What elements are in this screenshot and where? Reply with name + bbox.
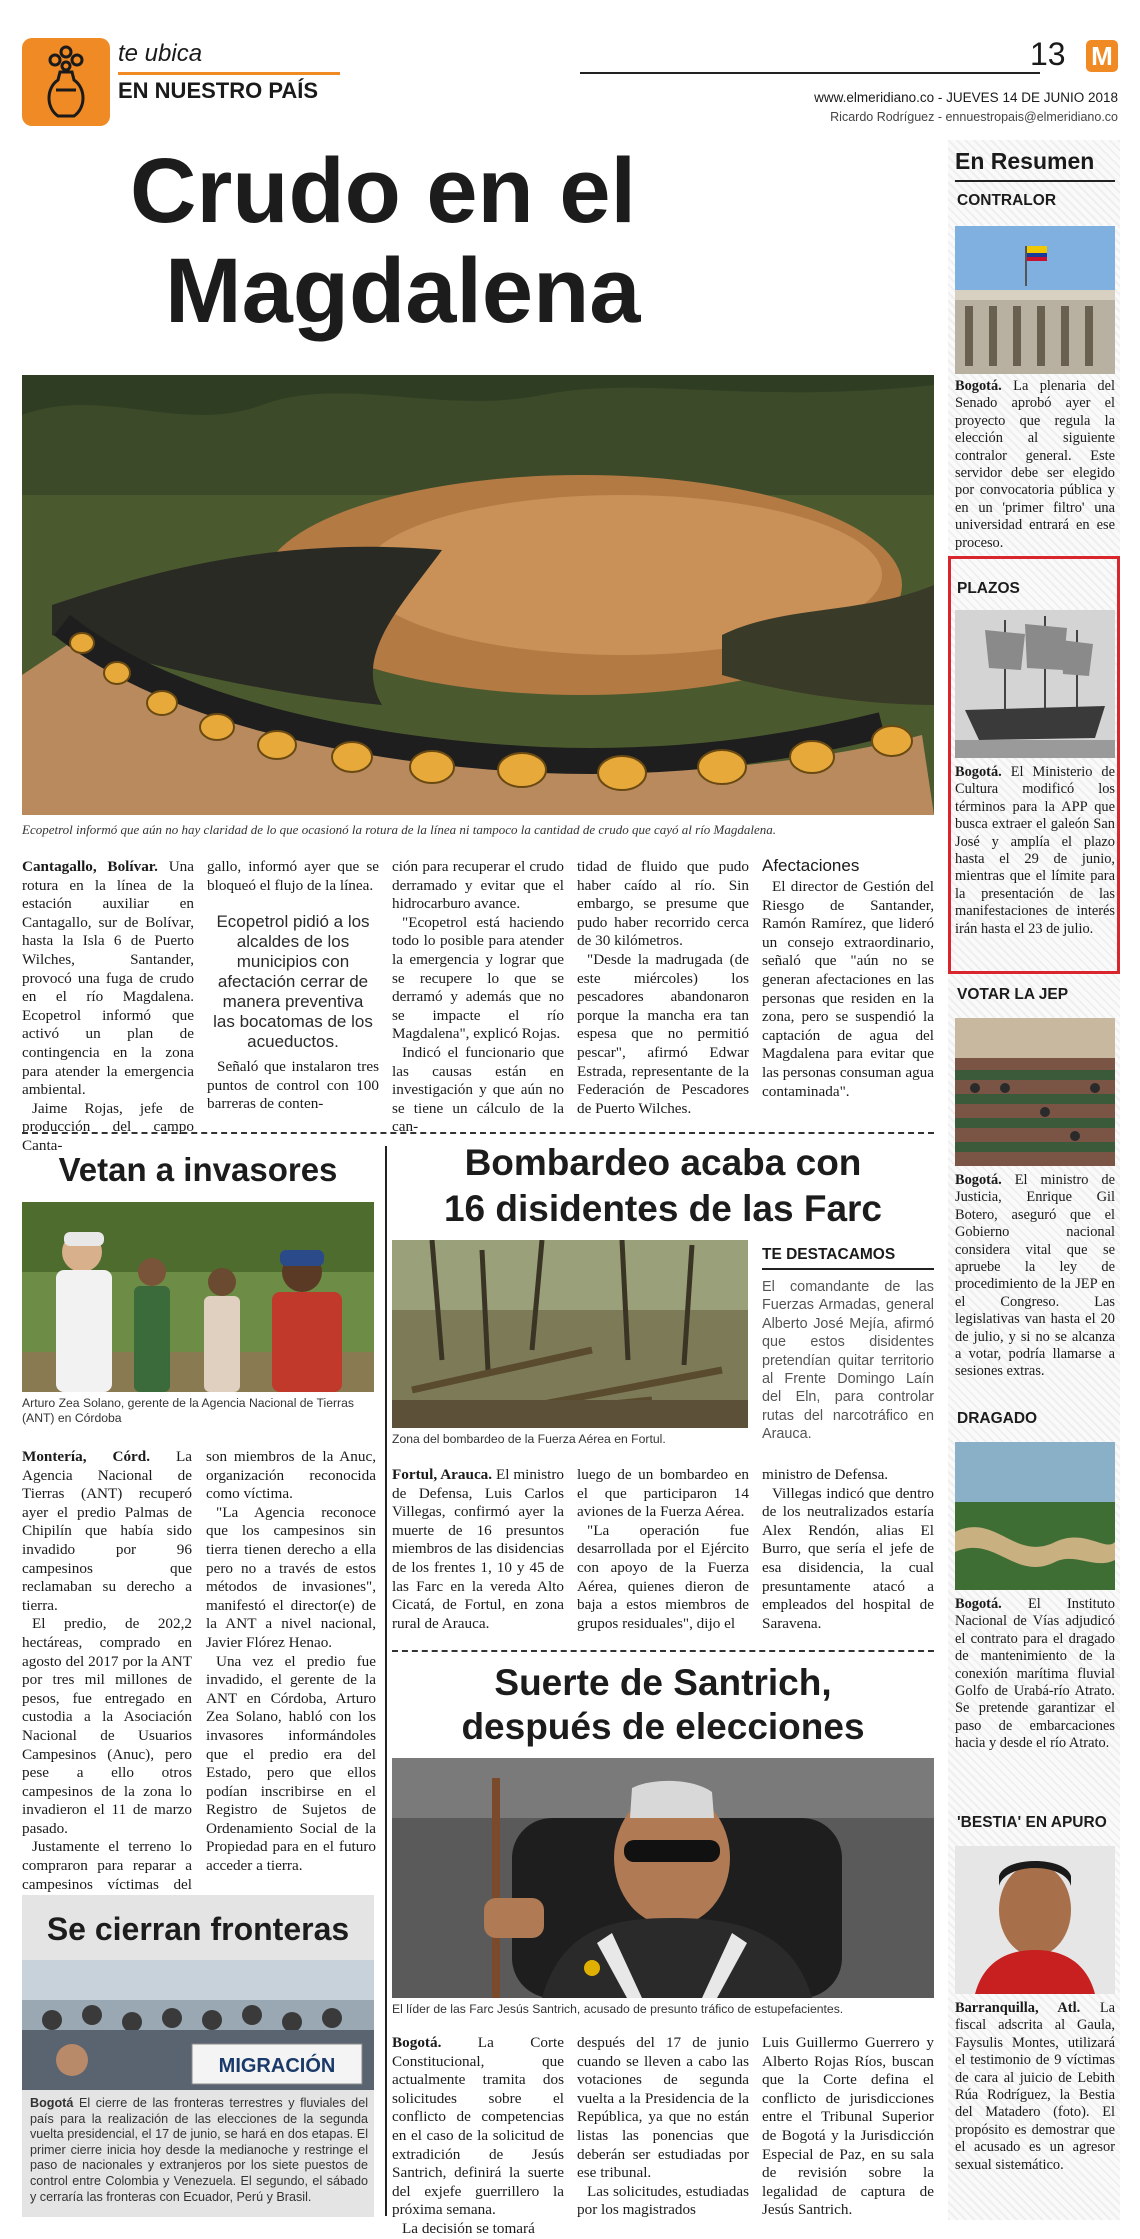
migracion-sign: MIGRACIÓN <box>218 2055 336 2077</box>
suspect-photo <box>955 1846 1115 1994</box>
paragraph-text: El ministro de Defensa, Luis Carlos Villegas, confirmó ayer la muerte de 16 presuntos miembros de las disidencias de los frentes 1, 10 y 45 de las Farc en la vereda Alto Cicatá, de Fortul, en zona rural de Arauca. <box>392 1466 564 1632</box>
santrich-headline-1: Suerte de Santrich, <box>494 1662 832 1703</box>
author-email: Ricardo Rodríguez - ennuestropais@elmeridiano.co <box>830 110 1118 124</box>
paragraph-text: El Instituto Nacional de Vías adjudicó el contrato para el dragado de mantenimiento de la conexión marítima fluvial Golfo de Urabá-río Atrato. Se pretende garantizar el paso de embarcaciones hacia y desde el río Atrato. <box>955 1596 1115 1752</box>
paragraph: Jaime Rojas, jefe de producción del campo Canta- <box>22 1099 194 1154</box>
paragraph: después del 17 de junio cuando se lleven a cabo las votaciones de segunda vuelta a la Presidencia de la República, ya que no están listas las ponencias que deberán ser estudiadas por ese tribunal. <box>577 2034 749 2182</box>
dateline: Cantagallo, Bolívar. <box>22 858 158 875</box>
main-photo-caption: Ecopetrol informó que aún no hay claridad de lo que ocasionó la rotura de la línea ni tampoco la cantidad de crudo que cayó al río Magdalena. <box>22 822 777 837</box>
sidebar-title-rule <box>955 180 1115 182</box>
sidebar-heading-plazos: PLAZOS <box>957 580 1020 597</box>
paragraph-text: El cierre de las fronteras terrestres y fluviales del país para la realización de las elecciones de la segunda vuelta presidencial, el 17 de junio, se hará en dos etapas. El primer cierre inicia hoy desde la medianoche y restringe el paso de nacionales y extranjeros por los siete puestos de control entre Colombia y Venezuela. El segundo, el sábado y cerraría las fronteras con Ecuador, Perú y Brasil. <box>30 2096 368 2204</box>
main-col-5 <box>762 878 934 1101</box>
paragraph: Una vez el predio fue invadido, el gerente de la ANT en Córdoba, Arturo Zea Solano, habló con los invasores informándoles que el predio era del Estado, pero que ellos podían inscribirse en el Registro de Sujetos de Ordenamiento Social de la Propiedad para en el futuro acceder a tierra. <box>206 1652 376 1875</box>
paragraph-text: La fiscal adscrita al Gaula, Faysulis Montes, utilizará el testimonio de 9 víctimas de cara al juicio de Lebith Rúa Rodríguez, la Bestia del Matadero (foto). El propósito es demostrar que el acusado es un agresor sexual sistemático. <box>955 2000 1115 2173</box>
fronteras-photo <box>22 1960 374 2090</box>
farc-col-2 <box>577 1466 749 1633</box>
paragraph-text: El Ministerio de Cultura modificó los términos para la APP que busca extraer el galeón San José y amplía el plazo hasta el 29 de junio, mientras que el límite para la presentación de las manifestaciones de interés irán hasta el 23 de julio. <box>955 764 1115 937</box>
bombing-caption: Zona del bombardeo de la Fuerza Aérea en Fortul. <box>392 1432 666 1446</box>
sidebar-heading-contralor: CONTRALOR <box>957 192 1057 209</box>
invasores-col-2 <box>206 1448 376 1876</box>
paragraph: gallo, informó ayer que se bloqueó el flujo de la línea. <box>207 858 379 894</box>
te-destacamos-title: TE DESTACAMOS <box>762 1246 896 1263</box>
sidebar-heading-dragado: DRAGADO <box>957 1410 1038 1427</box>
dateline: Montería, Córd. <box>22 1448 151 1465</box>
paragraph: Justamente el terreno lo compraron para reparar a campesinos víctimas del <box>22 1838 192 1893</box>
paragraph: ministro de Defensa. <box>762 1466 889 1483</box>
sidebar-heading-jep: VOTAR LA JEP <box>957 986 1069 1003</box>
kicker-rule <box>118 72 340 75</box>
sidebar-heading-bestia: 'BESTIA' EN APURO <box>957 1814 1107 1831</box>
destacamos-rule <box>762 1268 934 1270</box>
santrich-caption: El líder de las Farc Jesús Santrich, acusado de presunto tráfico de estupefacientes. <box>392 2002 844 2016</box>
main-col-1 <box>22 858 194 1156</box>
invasores-photo <box>22 1202 374 1392</box>
main-col-2 <box>207 858 379 895</box>
section-divider <box>392 1650 934 1652</box>
dateline: Barranquilla, Atl. <box>955 2000 1081 2016</box>
paragraph: Indicó el funcionario que las causas están en investigación y que aún no se tiene un cálculo de la can- <box>392 1043 564 1136</box>
invasores-headline: Vetan a invasores <box>58 1151 338 1188</box>
congress-photo <box>955 1018 1115 1166</box>
header-rule <box>580 72 1040 74</box>
brand-letter: M <box>1091 41 1113 71</box>
santrich-col-2 <box>577 2034 749 2220</box>
paragraph: La decisión se tomará <box>402 2219 535 2237</box>
brand-logo <box>1086 40 1118 72</box>
paragraph: El predio, de 202,2 hectáreas, comprado en agosto del 2017 por la ANT por tres mil millones de pesos, fue entregado en custodia a la Asociación Nacional de Usuarios Campesinos (Anuc), pero pese a ello otros campesinos de la zona lo invadieron el 11 de marzo pasado. <box>22 1615 192 1837</box>
bombing-photo <box>392 1240 748 1428</box>
contralor-photo <box>955 226 1115 374</box>
fronteras-text <box>30 2096 368 2205</box>
sidebar-text-dragado <box>955 1596 1115 1753</box>
invasores-col-1 <box>22 1448 192 1913</box>
paragraph: "La operación fue desarrollada por el Ejército con apoyo de la Fuerza Aérea, quienes dieron de baja a estos miembros de grupos residuales", dijo el <box>577 1521 749 1632</box>
invasores-caption: Arturo Zea Solano, gerente de la Agencia Nacional de Tierras (ANT) en Córdoba <box>22 1396 354 1425</box>
main-headline-1: Crudo en el <box>130 140 637 242</box>
paragraph: Señaló que instalaron tres puntos de control con 100 barreras de conten- <box>207 1058 379 1113</box>
river-photo <box>955 1442 1115 1590</box>
fronteras-headline: Se cierran fronteras <box>46 1911 350 1947</box>
dateline: Bogotá. <box>955 764 1002 780</box>
paragraph: ción para recuperar el crudo derramado y evitar que el hidrocarburo avance. <box>392 858 564 913</box>
sidebar-text-plazos <box>955 764 1115 938</box>
site-date: www.elmeridiano.co - JUEVES 14 DE JUNIO 2018 <box>814 90 1118 105</box>
paragraph: "Desde la madrugada (de este miércoles) los pescadores abandonaron porque la mancha era tan espesa que no permitió pescar", afirmó Edwar Estrada, representante de la Federación de Pescadores de Puerto Wilches. <box>577 950 749 1117</box>
column-divider <box>385 1146 387 2216</box>
farc-col-3 <box>762 1466 934 1633</box>
paragraph-text: La Agencia Nacional de Tierras (ANT) recuperó ayer el predio Palmas de Chipilín que había sido invadido por 96 campesinos que reclamaban su derecho a tierra. <box>22 1448 192 1614</box>
dateline: Fortul, Arauca. <box>392 1466 493 1483</box>
dateline: Bogotá. <box>955 1172 1002 1188</box>
dateline: Bogotá. <box>955 1596 1002 1612</box>
dateline: Bogotá. <box>392 2034 442 2051</box>
pull-quote: Ecopetrol pidió a los alcaldes de los municipios con afectación cerrar de manera preventiva las bocatomas de los acueductos. <box>213 912 373 1051</box>
subhead-afectaciones: Afectaciones <box>762 856 860 875</box>
te-destacamos-text: El comandante de las Fuerzas Armadas, general Alberto José Mejía, afirmó que estos disidentes pretendían quitar territorio al Frente Domingo Laín del Eln, para controlar rutas del narcotráfico en Arauca. <box>762 1279 934 1443</box>
paragraph-text: El ministro de Justicia, Enrique Gil Botero, aseguró que el Gobierno nacional considera vital que se apruebe la ley de procedimiento de la JEP en el Congreso. Las legislativas van hasta el 20 de julio, y si no se alcanza a votar, podría llamarse a sesiones extras. <box>955 1172 1115 1380</box>
main-col-2b <box>207 1058 379 1114</box>
dateline: Bogotá <box>30 2096 74 2110</box>
main-col-4 <box>577 858 749 1118</box>
dateline: Bogotá. <box>955 378 1002 394</box>
paragraph: Las solicitudes, estudiadas por los magistrados <box>577 2182 749 2219</box>
paragraph: son miembros de la Anuc, organización reconocida como víctima. <box>206 1448 376 1503</box>
main-headline-2: Magdalena <box>165 240 641 342</box>
galleon-photo <box>955 610 1115 758</box>
paragraph <box>22 858 194 1100</box>
paragraph: El director de Gestión del Riesgo de Santander, Ramón Ramírez, que lideró un consejo extraordinario, señaló que "aún no se generan afectaciones en las personas que residen en la zona, pero se suspendió la captación de agua del Magdalena para evitar que las personas consuman agua contaminada". <box>762 878 934 1100</box>
santrich-headline-2: después de elecciones <box>461 1706 865 1747</box>
paragraph-text: La Corte Constitucional, que actualmente tramita dos solicitudes sobre el conflicto de competencias en el caso de la solicitud de extradición de Jesús Santrich, definirá la suerte del exjefe guerrillero la próxima semana. <box>392 2034 564 2219</box>
sidebar-title: En Resumen <box>955 148 1095 174</box>
paragraph-text: La plenaria del Senado aprobó ayer el proyecto que regula la elección al siguiente contralor general. Este servidor debe ser elegido por convocatoria pública y en un 'primer filtro' una universidad entrará en ese proceso. <box>955 378 1115 551</box>
paragraph <box>22 1448 192 1615</box>
paragraph-text: Una rotura en la línea de la estación auxiliar en Cantagallo, sur de Bolívar, hasta la Isla 6 de Puerto Wilches, Santander, provocó una fuga de crudo en el río Magdalena. Ecopetrol informó que activó un plan de contingencia en la zona para atender la emergencia ambiental. <box>22 858 194 1099</box>
paragraph: "La Agencia reconoce que los campesinos sin tierra tienen derecho a ella pero no a través de estos métodos de invasiones", manifestó el director(e) de la ANT a nivel nacional, Javier Flórez Henao. <box>206 1503 376 1651</box>
farc-col-1 <box>392 1466 564 1633</box>
sidebar-text-contralor <box>955 378 1115 560</box>
paragraph <box>392 1466 564 1633</box>
santrich-col-3 <box>762 2034 934 2220</box>
section-logo <box>22 38 110 126</box>
farc-headline-2: 16 disidentes de las Farc <box>443 1188 883 1229</box>
section-divider <box>22 1132 934 1134</box>
farc-headline-1: Bombardeo acaba con <box>464 1142 862 1183</box>
paragraph: "Ecopetrol está haciendo todo lo posible para atender la emergencia y lograr que se recupere lo que se derramó y además que no se impacte el río Magdalena", explicó Rojas. <box>392 913 564 1043</box>
vase-icon <box>22 38 110 126</box>
oil-spill-photo <box>22 375 934 815</box>
paragraph: tidad de fluido que pudo haber caído al río. Sin embargo, se presume que pudo haber recorrido cerca de 30 kilómetros. <box>577 858 749 950</box>
santrich-col-1 <box>392 2034 564 2239</box>
paragraph: luego de un bombardeo en el que participaron 14 aviones de la Fuerza Aérea. <box>577 1466 749 1521</box>
section-title: EN NUESTRO PAÍS <box>118 78 319 103</box>
sidebar-text-jep <box>955 1172 1115 1381</box>
main-col-3 <box>392 858 564 1137</box>
paragraph <box>392 2034 564 2220</box>
paragraph: Luis Guillermo Guerrero y Alberto Rojas Ríos, buscan que la Corte defina el conflicto de jurisdicciones entre el Tribunal Superior de Bogotá y la Jurisdicción Especial de Paz, en su sala de revisión sobre la legalidad de captura de Jesús Santrich. <box>762 2034 934 2219</box>
sidebar-text-bestia <box>955 2000 1115 2174</box>
page-number: 13 <box>1030 36 1066 72</box>
santrich-photo <box>392 1758 934 1998</box>
section-kicker: te ubica <box>118 40 203 67</box>
paragraph: Villegas indicó que dentro de los neutralizados estaría Alex Rendón, alias El Burro, que sería el jefe de esa disidencia, la cual presuntamente atacó a empleados del hospital de Saravena. <box>762 1484 934 1632</box>
